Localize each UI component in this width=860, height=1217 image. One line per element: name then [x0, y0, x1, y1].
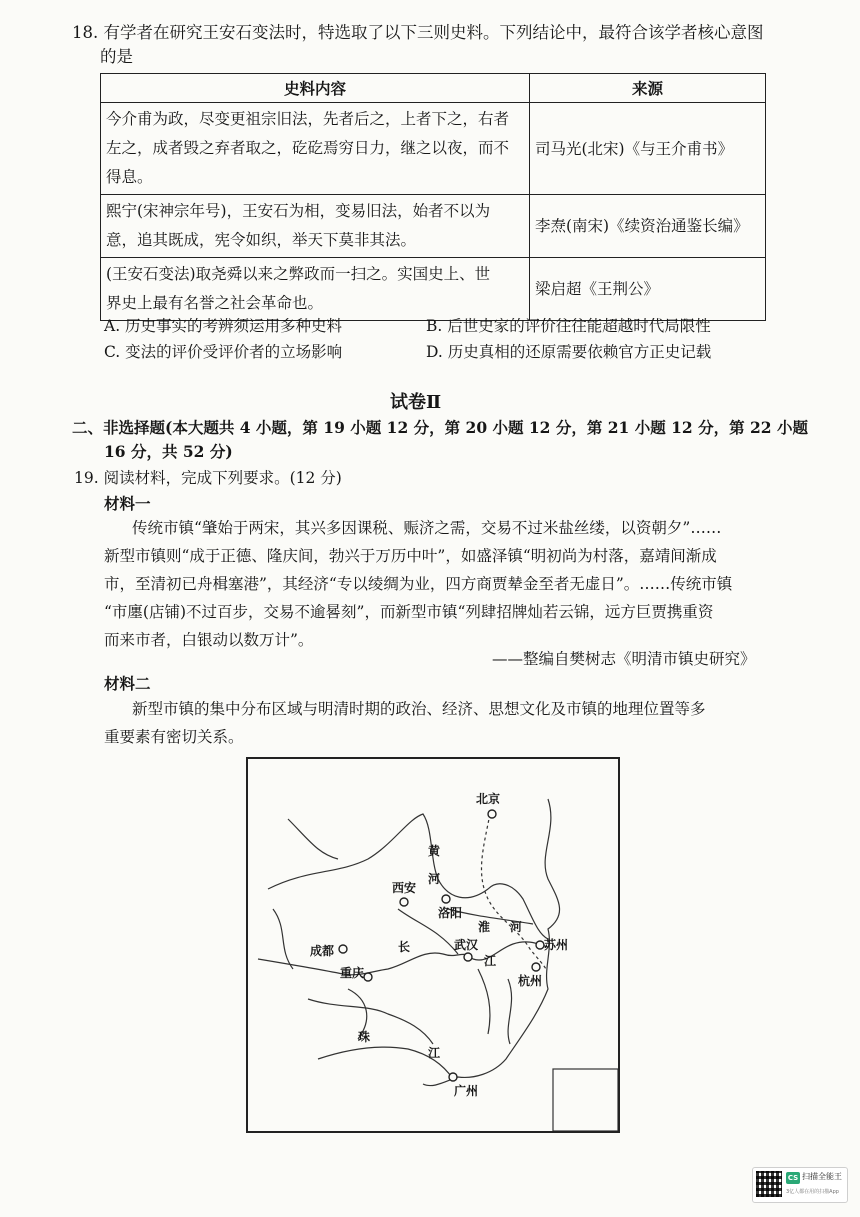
city-dot-chongqing	[364, 973, 372, 981]
river-label: 河	[428, 872, 441, 886]
content-line: 今介甫为政，尽变更祖宗旧法，先者后之，上者下之，右者	[106, 110, 510, 128]
river-line	[288, 819, 338, 859]
content-line: 意，追其既成，宪令如织，举天下莫非其法。	[106, 231, 417, 249]
paper-2-title: 试卷Ⅱ	[390, 392, 442, 413]
map-drawing	[248, 759, 618, 1131]
content-line: 得息。	[106, 168, 153, 186]
city-label-xian: 西安	[392, 881, 417, 895]
material-2-text	[104, 695, 706, 751]
material-line: 市，至清初已舟楫塞港”，其经济“专以绫绸为业，四方商贾辇金至者无虚日”。……传统市镇	[104, 575, 733, 593]
qr-code-icon	[756, 1171, 782, 1197]
city-dot-suzhou	[536, 941, 544, 949]
city-label-chongqing: 重庆	[340, 966, 365, 980]
river-line	[508, 979, 512, 1044]
river-label: 珠	[358, 1030, 371, 1044]
table-cell-source: 梁启超《王荆公》	[530, 258, 766, 321]
river-label: 江	[428, 1046, 441, 1060]
city-label-luoyang: 洛阳	[438, 906, 463, 920]
city-label-chengdu: 成都	[310, 944, 335, 958]
option-a[interactable]: A. 历史事实的考辨须运用多种史料	[104, 317, 343, 335]
city-dot-beijing	[488, 810, 496, 818]
section-heading-line2: 16 分，共 52 分)	[104, 442, 233, 461]
table-cell-content	[101, 103, 530, 195]
material-1-label: 材料一	[104, 494, 151, 513]
city-label-wuhan: 武汉	[454, 938, 479, 952]
table-cell-source: 司马光(北宋)《与王介甫书》	[530, 103, 766, 195]
table-row	[101, 103, 766, 195]
city-dot-hangzhou	[532, 963, 540, 971]
river-label: 淮	[478, 920, 491, 934]
city-dot-xian	[400, 898, 408, 906]
scanner-badge: CS	[787, 1174, 799, 1182]
river-line	[308, 999, 433, 1044]
question-18-stem-line2: 的是	[100, 47, 133, 66]
table-header-content: 史料内容	[101, 74, 530, 103]
map-inset	[553, 1069, 618, 1131]
option-c[interactable]: C. 变法的评价受评价者的立场影响	[104, 343, 343, 361]
city-dot-wuhan	[464, 953, 472, 961]
question-number: 18.	[72, 23, 99, 42]
city-label-beijing: 北京	[476, 792, 501, 806]
city-dot-chengdu	[339, 945, 347, 953]
content-line: 左之，成者毁之弃者取之，矻矻焉穷日力，继之以夜，而不	[106, 139, 510, 157]
city-dot-guangzhou	[449, 1073, 457, 1081]
ming-qing-map	[246, 757, 620, 1133]
content-line: 熙宁(宋神宗年号)，王安石为相，变易旧法，始者不以为	[106, 202, 491, 220]
section-heading-line1: 二、非选择题(本大题共 4 小题，第 19 小题 12 分，第 20 小题 12 分，第 21 小题 12 分，第 22 小题	[72, 418, 808, 437]
source-table	[100, 73, 766, 321]
table-header-row	[101, 74, 766, 103]
table-row	[101, 258, 766, 321]
city-label-hangzhou: 杭州	[518, 974, 543, 988]
city-label-guangzhou: 广州	[454, 1084, 479, 1098]
material-line: 重要素有密切关系。	[104, 728, 244, 746]
river-line	[478, 969, 490, 1034]
river-label: 黄	[428, 844, 441, 858]
scanner-app-name: 扫描全能王	[802, 1172, 842, 1181]
material-line: 新型市镇的集中分布区域与明清时期的政治、经济、思想文化及市镇的地理位置等多	[132, 700, 706, 718]
scanner-tagline: 3亿人都在用的扫描App	[786, 1189, 839, 1195]
content-line: (王安石变法)取尧舜以来之弊政而一扫之。实国史上、世	[106, 265, 491, 283]
material-1-text	[104, 514, 732, 654]
material-2-label: 材料二	[104, 674, 151, 693]
question-19-stem: 19. 阅读材料，完成下列要求。(12 分)	[74, 469, 342, 487]
table-cell-content	[101, 195, 530, 258]
scanner-watermark	[752, 1167, 848, 1203]
city-dot-luoyang	[442, 895, 450, 903]
table-header-source: 来源	[530, 74, 766, 103]
table-cell-source: 李焘(南宋)《续资治通鉴长编》	[530, 195, 766, 258]
table-row	[101, 195, 766, 258]
river-label: 河	[510, 920, 523, 934]
table-cell-content	[101, 258, 530, 321]
river-label: 长	[398, 940, 411, 954]
material-line: 传统市镇“肇始于两宋，其兴多因课税、赈济之需，交易不过米盐丝缕，以资朝夕”……	[132, 519, 722, 537]
question-stem-line: 有学者在研究王安石变法时，特选取了以下三则史料。下列结论中，最符合该学者核心意图	[103, 23, 764, 42]
option-b[interactable]: B. 后世史家的评价往往能超越时代局限性	[426, 317, 711, 335]
river-label: 江	[484, 954, 497, 968]
material-1-citation: ——整编自樊树志《明清市镇史研究》	[492, 650, 756, 668]
material-line: 而来市者，白银动以数万计”。	[104, 631, 314, 649]
question-18-stem	[72, 22, 764, 44]
content-line: 界史上最有名誉之社会革命也。	[106, 294, 324, 312]
material-line: 新型市镇则“成于正德、隆庆间，勃兴于万历中叶”，如盛泽镇“明初尚为村落，嘉靖间渐成	[104, 547, 717, 565]
city-label-suzhou: 苏州	[544, 938, 569, 952]
material-line: “市廛(店铺)不过百步，交易不逾晷刻”，而新型市镇“列肆招牌灿若云锦，远方巨贾携重资	[104, 603, 714, 621]
option-d[interactable]: D. 历史真相的还原需要依赖官方正史记载	[426, 343, 712, 361]
river-line	[273, 909, 293, 969]
